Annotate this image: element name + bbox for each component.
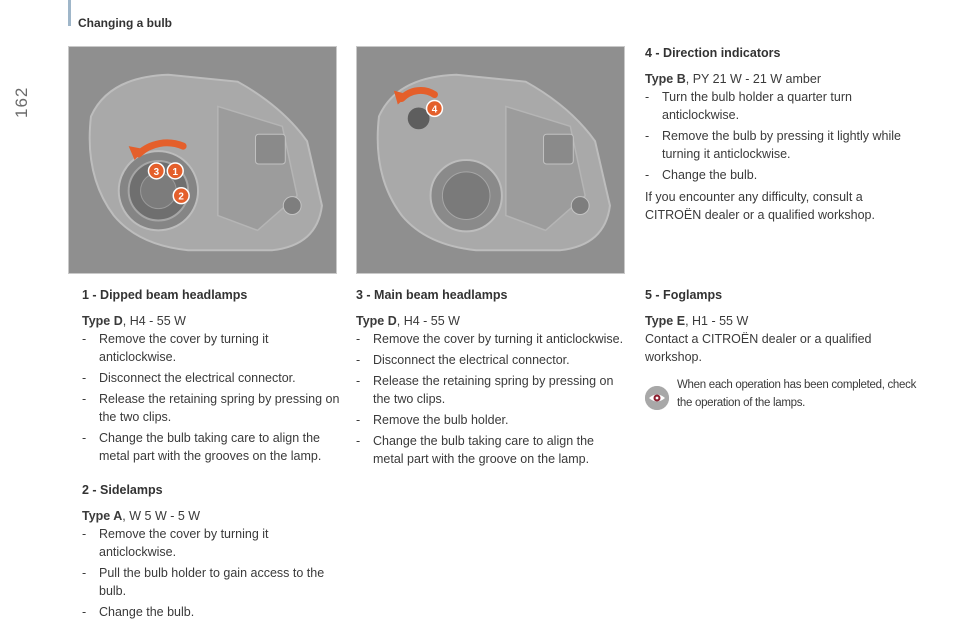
- heading-direction-indicators: 4 - Direction indicators: [645, 46, 781, 60]
- list-item: - Change the bulb.: [82, 603, 342, 621]
- list-item: - Turn the bulb holder a quarter turn anticlockwise.: [645, 88, 915, 124]
- column-right-top: [645, 44, 915, 224]
- steps-direction-indicators: [645, 88, 915, 184]
- type-sidelamps: Type A, W 5 W - 5 W: [82, 509, 201, 523]
- list-item: - Change the bulb taking care to align the metal part with the groove on the lamp.: [356, 432, 626, 468]
- column-middle: [356, 286, 626, 471]
- list-item: - Remove the cover by turning it anticlockwise.: [82, 525, 342, 561]
- list-item: - Remove the cover by turning it anticlockwise.: [356, 330, 626, 348]
- list-item: - Change the bulb taking care to align the metal part with the grooves on the lamp.: [82, 429, 342, 465]
- marker-1: 1: [172, 166, 178, 178]
- heading-main-beam: 3 - Main beam headlamps: [356, 288, 508, 302]
- list-item: - Release the retaining spring by pressing on the two clips.: [82, 390, 342, 426]
- marker-3: 3: [153, 166, 160, 178]
- operation-check-note: [645, 376, 925, 412]
- type-dipped-beam: Type D, H4 - 55 W: [82, 314, 186, 328]
- column-right-bottom: [645, 286, 915, 366]
- header-accent-bar: [68, 0, 71, 26]
- heading-dipped-beam: 1 - Dipped beam headlamps: [82, 288, 248, 302]
- list-item: - Remove the bulb holder.: [356, 411, 626, 429]
- heading-foglamps: 5 - Foglamps: [645, 288, 723, 302]
- list-item: - Remove the cover by turning it anticlockwise.: [82, 330, 342, 366]
- type-foglamps: Type E, H1 - 55 W: [645, 314, 749, 328]
- list-item: - Disconnect the electrical connector.: [82, 369, 342, 387]
- foglamps-text: Contact a CITROËN dealer or a qualified workshop.: [645, 332, 872, 364]
- list-item: - Remove the bulb by pressing it lightly while turning it anticlockwise.: [645, 127, 915, 163]
- list-item: - Change the bulb.: [645, 166, 915, 184]
- page-number-container: [12, 80, 42, 120]
- heading-sidelamps: 2 - Sidelamps: [82, 483, 163, 497]
- list-item: - Pull the bulb holder to gain access to the bulb.: [82, 564, 342, 600]
- headlamp-photo-left: [68, 46, 337, 274]
- steps-sidelamps: [82, 525, 342, 621]
- marker-4: 4: [431, 104, 438, 116]
- steps-main-beam: [356, 330, 626, 468]
- type-direction-indicators: Type B, PY 21 W - 21 W amber: [645, 72, 821, 86]
- column-left: [82, 286, 342, 624]
- note-text: When each operation has been completed, check the operation of the lamps.: [677, 379, 917, 409]
- steps-dipped-beam: [82, 330, 342, 465]
- page-number: 162: [12, 86, 31, 118]
- marker-2: 2: [178, 191, 184, 203]
- list-item: - Disconnect the electrical connector.: [356, 351, 626, 369]
- list-item: - Release the retaining spring by pressing on the two clips.: [356, 372, 626, 408]
- headlamp-photo-right: [356, 46, 625, 274]
- type-main-beam: Type D, H4 - 55 W: [356, 314, 460, 328]
- headlamp-illustration-left: [69, 47, 336, 273]
- section-title: Changing a bulb: [78, 16, 172, 30]
- difficulty-note: If you encounter any difficulty, consult a CITROËN dealer or a qualified workshop.: [645, 190, 875, 222]
- eye-icon: [645, 386, 669, 410]
- headlamp-illustration-right: [357, 47, 624, 273]
